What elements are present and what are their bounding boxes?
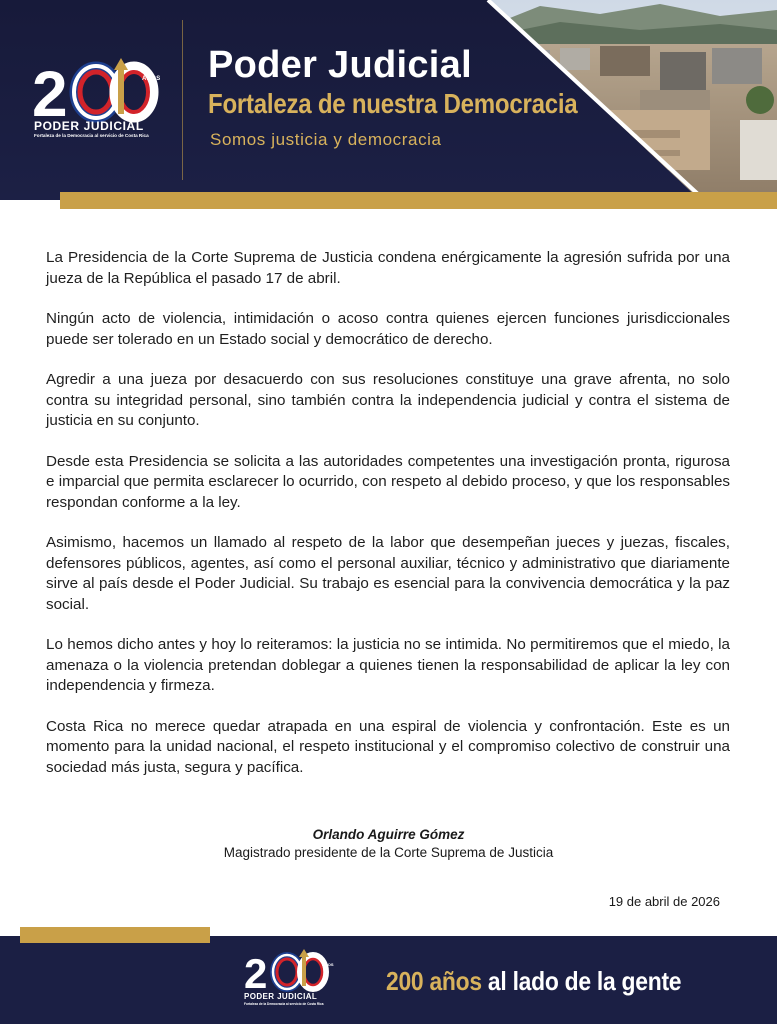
logo-institution-name: PODER JUDICIAL bbox=[34, 119, 144, 133]
footer-slogan bbox=[386, 966, 681, 997]
page-subtitle: Fortaleza de nuestra Democracia bbox=[208, 88, 578, 119]
header-banner bbox=[0, 0, 777, 200]
paragraph: Costa Rica no merece quedar atrapada en una espiral de violencia y confrontación. Este es un momento para la unidad nacional, el respeto institucional y el compromiso colectivo de construir una sociedad más justa, segura y pacífica. bbox=[46, 717, 730, 776]
footer-slogan-highlight: 200 años bbox=[386, 966, 482, 996]
gold-accent-bar bbox=[60, 192, 777, 209]
paragraph: Asimismo, hacemos un llamado al respeto de la labor que desempeñan jueces y juezas, fiscales, defensores públicos, agentes, así como el personal auxiliar, técnico y administrativo que diariamente sirve al país desde el Poder Judicial. Su trabajo es esencial para la convivencia democrática y la paz social. bbox=[46, 534, 730, 613]
paragraph: Desde esta Presidencia se solicita a las autoridades competentes una investigación pronta, rigurosa e imparcial que permita esclarecer lo ocurrido, con respeto al debido proceso, y que los responsables respondan conforme a la ley. bbox=[46, 452, 730, 511]
paragraph: Lo hemos dicho antes y hoy lo reiteramos: la justicia no se intimida. No permitiremos que el miedo, la amenaza o la violencia pretendan doblegar a quienes tienen la responsabilidad de aplicar la ley con independencia y firmeza. bbox=[46, 636, 730, 694]
statement-body bbox=[46, 248, 730, 778]
page-tagline: Somos justicia y democracia bbox=[210, 130, 442, 149]
signature-block bbox=[0, 826, 777, 862]
header-divider bbox=[182, 20, 183, 180]
signatory-title: Magistrado presidente de la Corte Suprema de Justicia bbox=[223, 845, 554, 860]
paragraph: La Presidencia de la Corte Suprema de Justicia condena enérgicamente la agresión sufrida por una jueza de la República el pasado 17 de abril. bbox=[46, 249, 730, 287]
statement-date: 19 de abril de 2026 bbox=[608, 894, 720, 909]
footer-logo-tagline: Fortaleza de la Democracia al servicio de Costa Rica bbox=[244, 1002, 324, 1006]
footer-logo-anos-label: AÑOS bbox=[322, 962, 334, 967]
paragraph: Ningún acto de violencia, intimidación o acoso contra quienes ejercen funciones jurisdiccionales puede ser tolerado en un Estado social y democrático de derecho. bbox=[46, 310, 730, 348]
footer-gold-accent-bar bbox=[20, 927, 210, 943]
svg-text:2: 2 bbox=[32, 58, 64, 130]
svg-text:2: 2 bbox=[244, 950, 265, 997]
footer-slogan-text: al lado de la gente bbox=[487, 966, 682, 996]
logo-tagline: Fortaleza de la Democracia al servicio de Costa Rica bbox=[34, 133, 149, 138]
logo-anos-label: AÑOS bbox=[142, 76, 161, 82]
signatory-name: Orlando Aguirre Gómez bbox=[312, 827, 465, 842]
paragraph: Agredir a una jueza por desacuerdo con sus resoluciones constituye una grave afrenta, no solo contra su integridad personal, sino también contra la independencia judicial y contra el sistema de justicia en su conjunto. bbox=[46, 371, 730, 429]
footer-logo-institution-name: PODER JUDICIAL bbox=[244, 992, 318, 1001]
page-title: Poder Judicial bbox=[208, 44, 472, 86]
